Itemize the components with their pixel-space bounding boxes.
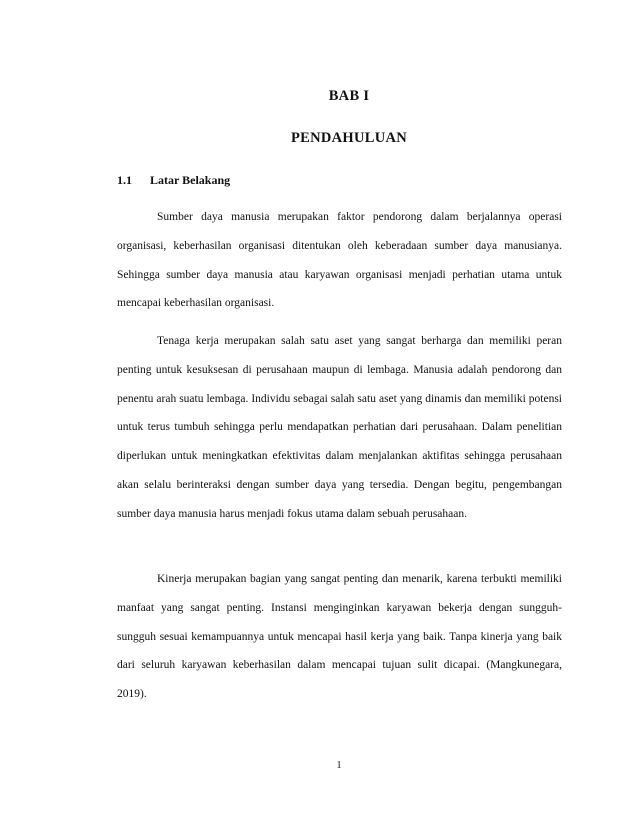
section-heading — [117, 173, 230, 188]
paragraph: Tenaga kerja merupakan salah satu aset yang sangat berharga dan memiliki peran penting untuk kesuksesan di perusahaan maupun di lembaga. Manusia adalah pendorong dan penentu arah suatu lembaga. Individu sebagai salah satu aset yang dinamis dan memiliki potensi untuk terus tumbuh sehingga perlu mendapatkan perhatian dari perusahaan. Dalam penelitian diperlukan untuk meningkatkan efektivitas dalam menjalankan aktifitas sehingga perusahaan akan selalu berinteraksi dengan sumber daya yang tersedia. Dengan begitu, pengembangan sumber daya manusia harus menjadi fokus utama dalam sebuah perusahaan. — [117, 335, 562, 520]
page-number: 1 — [336, 760, 342, 771]
paragraph: Sumber daya manusia merupakan faktor pendorong dalam berjalannya operasi organisasi, keberhasilan organisasi ditentukan oleh keberadaan sumber daya manusianya. Sehingga sumber daya manusia atau karyawan organisasi menjadi perhatian utama untuk mencapai keberhasilan organisasi. — [117, 211, 562, 310]
chapter-label: BAB I — [328, 88, 370, 104]
section-title: Latar Belakang — [150, 173, 231, 187]
chapter-title: PENDAHULUAN — [290, 130, 408, 146]
paragraph: Kinerja merupakan bagian yang sangat penting dan menarik, karena terbukti memiliki manfaat yang sangat penting. Instansi menginginkan karyawan bekerja dengan sungguh-sungguh sesuai kemampuannya untuk mencapai hasil kerja yang baik. Tanpa kinerja yang baik dari seluruh karyawan keberhasilan dalam mencapai tujuan sulit dicapai. (Mangkunegara, 2019). — [117, 573, 562, 701]
section-number: 1.1 — [117, 173, 132, 187]
